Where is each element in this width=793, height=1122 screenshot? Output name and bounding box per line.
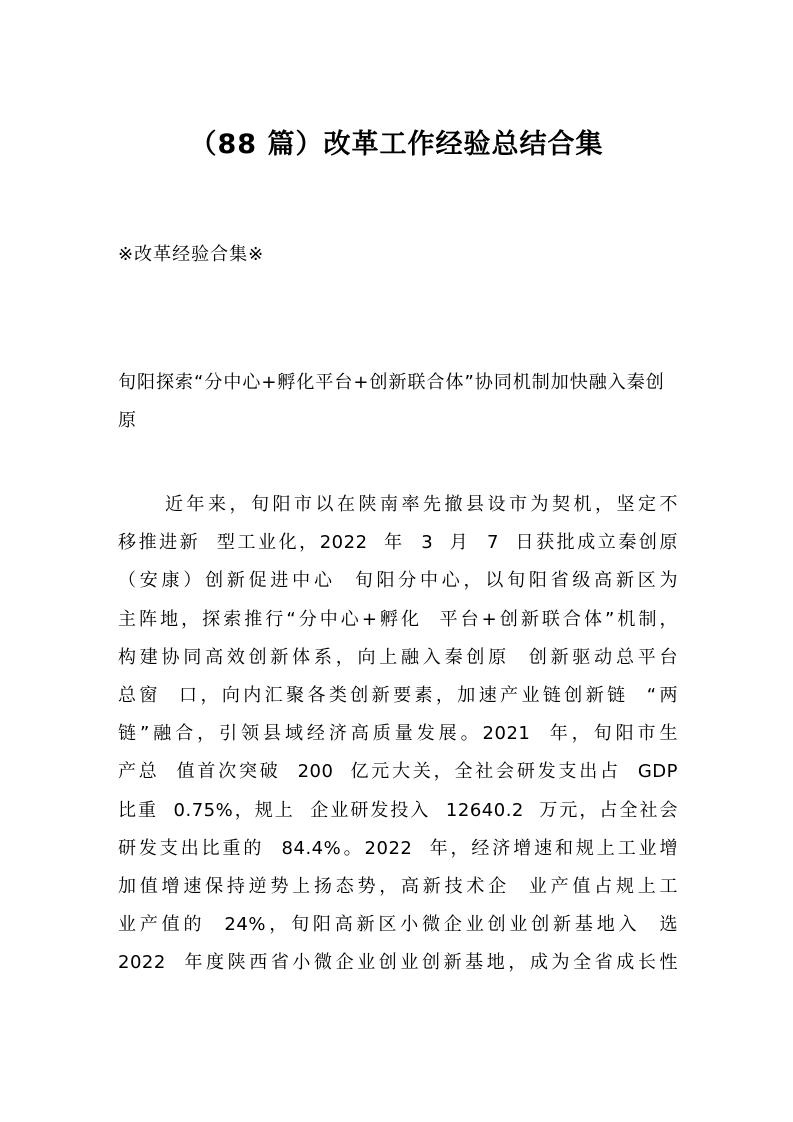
body-line: 比重 0.75%，规上 企业研发投入 12640.2 万元，占全社会	[118, 799, 678, 821]
body-line: 主阵地，探索推行“分中心+孵化 平台+创新联合体”机制，	[118, 608, 678, 630]
body-line: 移推进新 型工业化，2022 年 3 月 7 日获批成立秦创原	[118, 532, 678, 554]
body-line: 业产值的 24%，旬阳高新区小微企业创业创新基地入 选	[118, 914, 678, 936]
body-line: （安康）创新促进中心 旬阳分中心，以旬阳省级高新区为	[118, 570, 678, 592]
body-line: 总窗 口，向内汇聚各类创新要素，加速产业链创新链 “两	[118, 684, 678, 706]
body-line: 近年来，旬阳市以在陕南率先撤县设市为契机，坚定不	[165, 494, 678, 515]
article-title: 旬阳探索“分中心+孵化平台+创新联合体”协同机制加快融入秦创原	[118, 372, 665, 431]
body-line: 产总 值首次突破 200 亿元大关，全社会研发支出占 GDP	[118, 761, 678, 783]
body-line: 加值增速保持逆势上扬态势，高新技术企 业产值占规上工	[118, 875, 678, 897]
body-line: 研发支出比重的 84.4%。2022 年，经济增速和规上工业增	[118, 837, 678, 859]
article-body	[118, 486, 678, 982]
body-line: 链”融合，引领县域经济高质量发展。2021 年，旬阳市生	[118, 723, 678, 745]
document-title: （88 篇）改革工作经验总结合集	[189, 129, 604, 160]
body-line: 2022 年度陕西省小微企业创业创新基地，成为全省成长性	[118, 952, 678, 974]
body-line: 构建协同高效创新体系，向上融入秦创原 创新驱动总平台	[118, 646, 678, 668]
collection-subtitle: ※改革经验合集※	[118, 244, 265, 265]
